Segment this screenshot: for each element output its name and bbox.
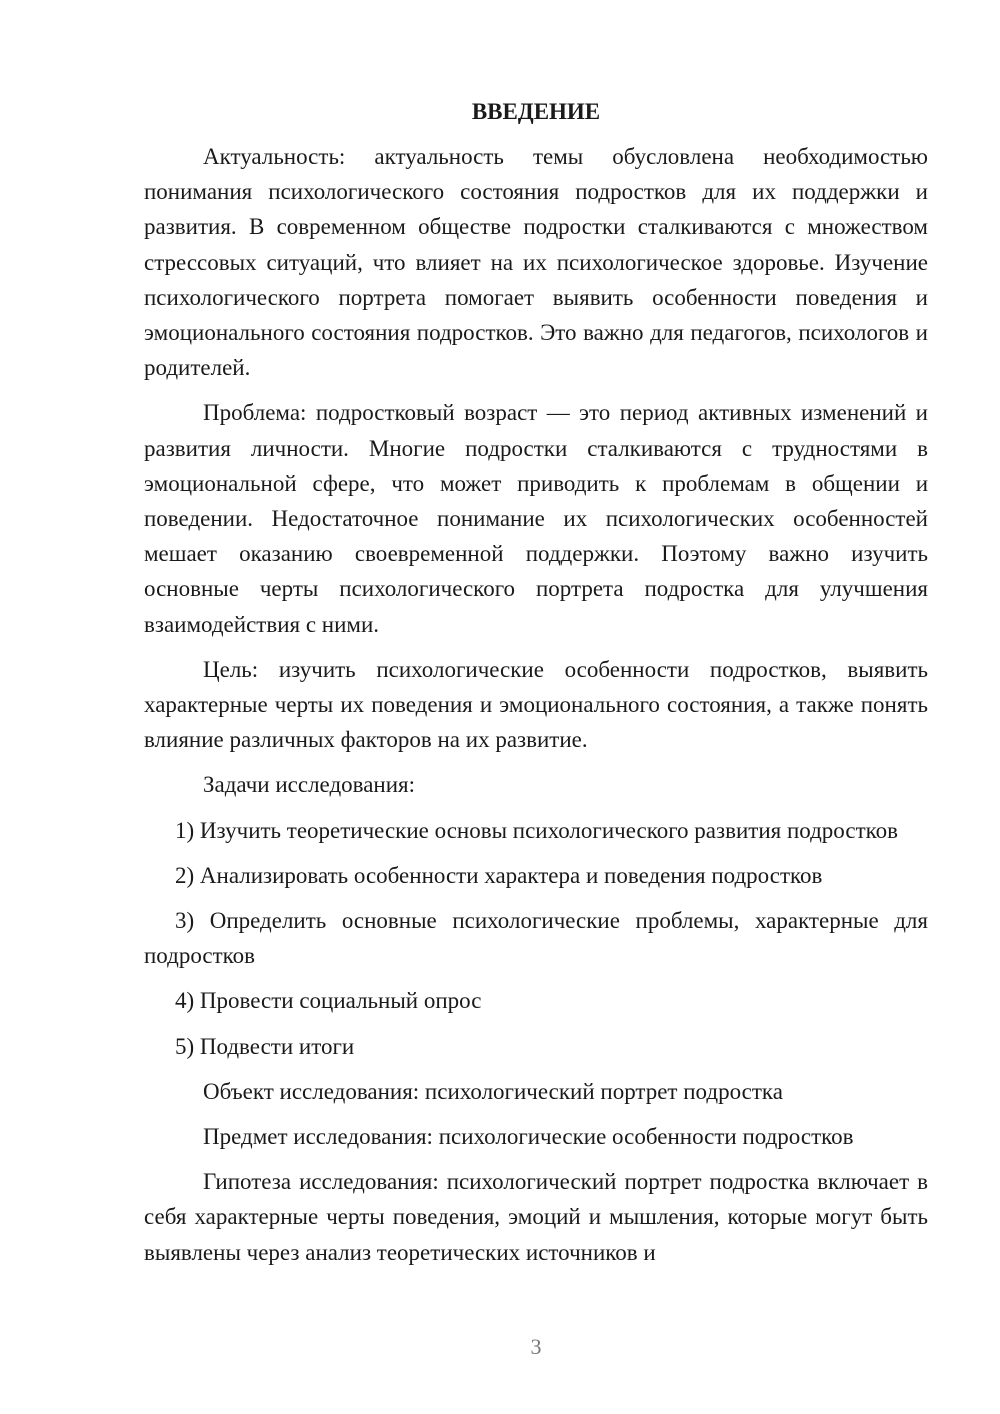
tasks-heading: Задачи исследования: <box>203 772 416 798</box>
task-item-3: 3) Определить основные психологические проблемы, характерные для подростков <box>144 908 928 969</box>
paragraph-goal: Цель: изучить психологические особенности подростков, выявить характерные черты их поведения и эмоционального состояния, а также понять влияние различных факторов на их развитие. <box>144 656 928 753</box>
paragraph-hypothesis: Гипотеза исследования: психологический портрет подростка включает в себя характерные черты поведения, эмоций и мышления, которые могут быть выявлены через анализ теоретических источников и <box>144 1169 928 1265</box>
task-item-1: 1) Изучить теоретические основы психологического развития подростков <box>175 817 899 843</box>
page-number: 3 <box>530 1334 542 1359</box>
paragraph-object: Объект исследования: психологический портрет подростка <box>203 1078 783 1104</box>
task-item-5: 5) Подвести итоги <box>175 1033 355 1059</box>
task-item-2: 2) Анализировать особенности характера и поведения подростков <box>175 862 823 888</box>
task-item-4: 4) Провести социальный опрос <box>175 988 482 1014</box>
page-title: ВВЕДЕНИЕ <box>471 99 601 124</box>
page-content <box>144 94 928 1280</box>
paragraph-problem: Проблема: подростковый возраст — это период активных изменений и развития личности. Многие подростки сталкиваются с трудностями в эмоциональной сфере, что может приводить к проблемам в общении и поведении. Недостаточное понимание их психологических особенностей мешает оказанию своевременной поддержки. Поэтому важно изучить основные черты психологического портрета подростка для улучшения взаимодействия с ними. <box>144 400 928 637</box>
paragraph-relevance: Актуальность: актуальность темы обусловлена необходимостью понимания психологического состояния подростков для их поддержки и развития. В современном обществе подростки сталкиваются с множеством стрессовых ситуаций, что влияет на их психологическое здоровье. Изучение психологического портрета помогает выявить особенности поведения и эмоционального состояния подростков. Это важно для педагогов, психологов и родителей. <box>144 144 928 381</box>
paragraph-subject: Предмет исследования: психологические особенности подростков <box>203 1124 854 1150</box>
